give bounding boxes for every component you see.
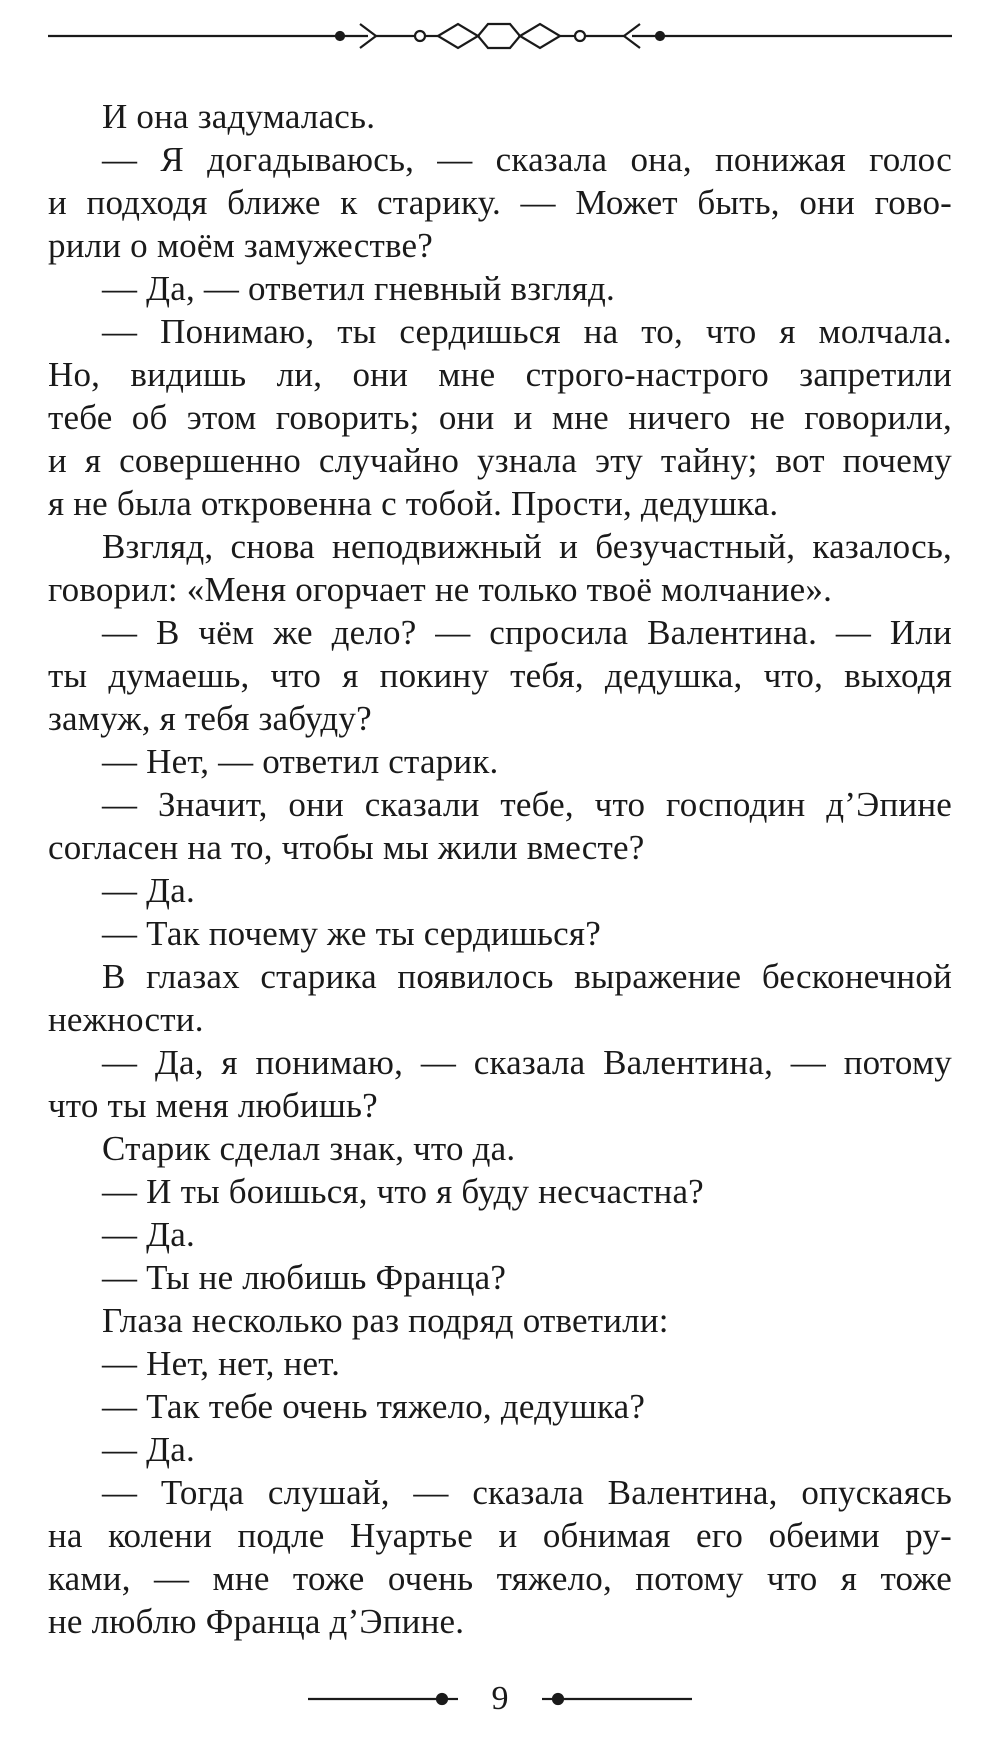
- text-line: Взгляд, снова неподвижный и безучастный, казалось,: [102, 527, 952, 566]
- text-line: — Да.: [102, 1430, 195, 1469]
- text-line: и я совершенно случайно узнала эту тайну; вот почему: [48, 441, 952, 480]
- text-line: Старик сделал знак, что да.: [102, 1129, 516, 1168]
- text-line: тебе об этом говорить; они и мне ничего не говорили,: [48, 398, 952, 437]
- text-line: — Так тебе очень тяжело, дедушка?: [102, 1387, 646, 1426]
- text-line: — Значит, они сказали тебе, что господин д’Эпине: [102, 785, 952, 824]
- text-line: говорил: «Меня огорчает не только твоё молчание».: [48, 570, 833, 609]
- header-ornament: [48, 12, 952, 62]
- text-line: замуж, я тебя забуду?: [48, 699, 372, 738]
- text-line: ты думаешь, что я покину тебя, дедушка, что, выходя: [48, 656, 952, 695]
- text-line: рили о моём замужестве?: [48, 226, 434, 265]
- text-line: и подходя ближе к старику. — Может быть, они гово-: [48, 183, 952, 222]
- text-line: ками, — мне тоже очень тяжело, потому что я тоже: [48, 1559, 952, 1598]
- body-text: [48, 95, 952, 1643]
- text-line: нежности.: [48, 1000, 204, 1039]
- text-line: В глазах старика появилось выражение бесконечной: [102, 957, 952, 996]
- text-line: — Так почему же ты сердишься?: [102, 914, 601, 953]
- text-line: на колени подле Нуартье и обнимая его обеими ру-: [48, 1516, 952, 1555]
- text-line: — Да.: [102, 1215, 195, 1254]
- page-footer: [300, 1675, 700, 1725]
- text-line: что ты меня любишь?: [48, 1086, 378, 1125]
- text-line: — Тогда слушай, — сказала Валентина, опускаясь: [102, 1473, 952, 1512]
- text-line: Но, видишь ли, они мне строго-настрого запретили: [48, 355, 952, 394]
- text-line: — Нет, нет, нет.: [102, 1344, 341, 1383]
- text-line: — Понимаю, ты сердишься на то, что я молчала.: [102, 312, 952, 351]
- text-line: — Да, я понимаю, — сказала Валентина, — потому: [102, 1043, 952, 1082]
- text-line: — Ты не любишь Франца?: [102, 1258, 507, 1297]
- text-line: — Да, — ответил гневный взгляд.: [102, 269, 615, 308]
- text-line: — И ты боишься, что я буду несчастна?: [102, 1172, 704, 1211]
- text-line: согласен на то, чтобы мы жили вместе?: [48, 828, 645, 867]
- text-line: — Да.: [102, 871, 195, 910]
- text-line: не люблю Франца д’Эпине.: [48, 1602, 465, 1641]
- text-line: — В чём же дело? — спросила Валентина. — Или: [102, 613, 952, 652]
- text-line: — Я догадываюсь, — сказала она, понижая голос: [102, 140, 952, 179]
- text-line: я не была откровенна с тобой. Прости, дедушка.: [48, 484, 779, 523]
- text-line: — Нет, — ответил старик.: [102, 742, 499, 781]
- text-line: Глаза несколько раз подряд ответили:: [102, 1301, 669, 1340]
- page-number: 9: [491, 1680, 509, 1717]
- text-line: И она задумалась.: [102, 97, 376, 136]
